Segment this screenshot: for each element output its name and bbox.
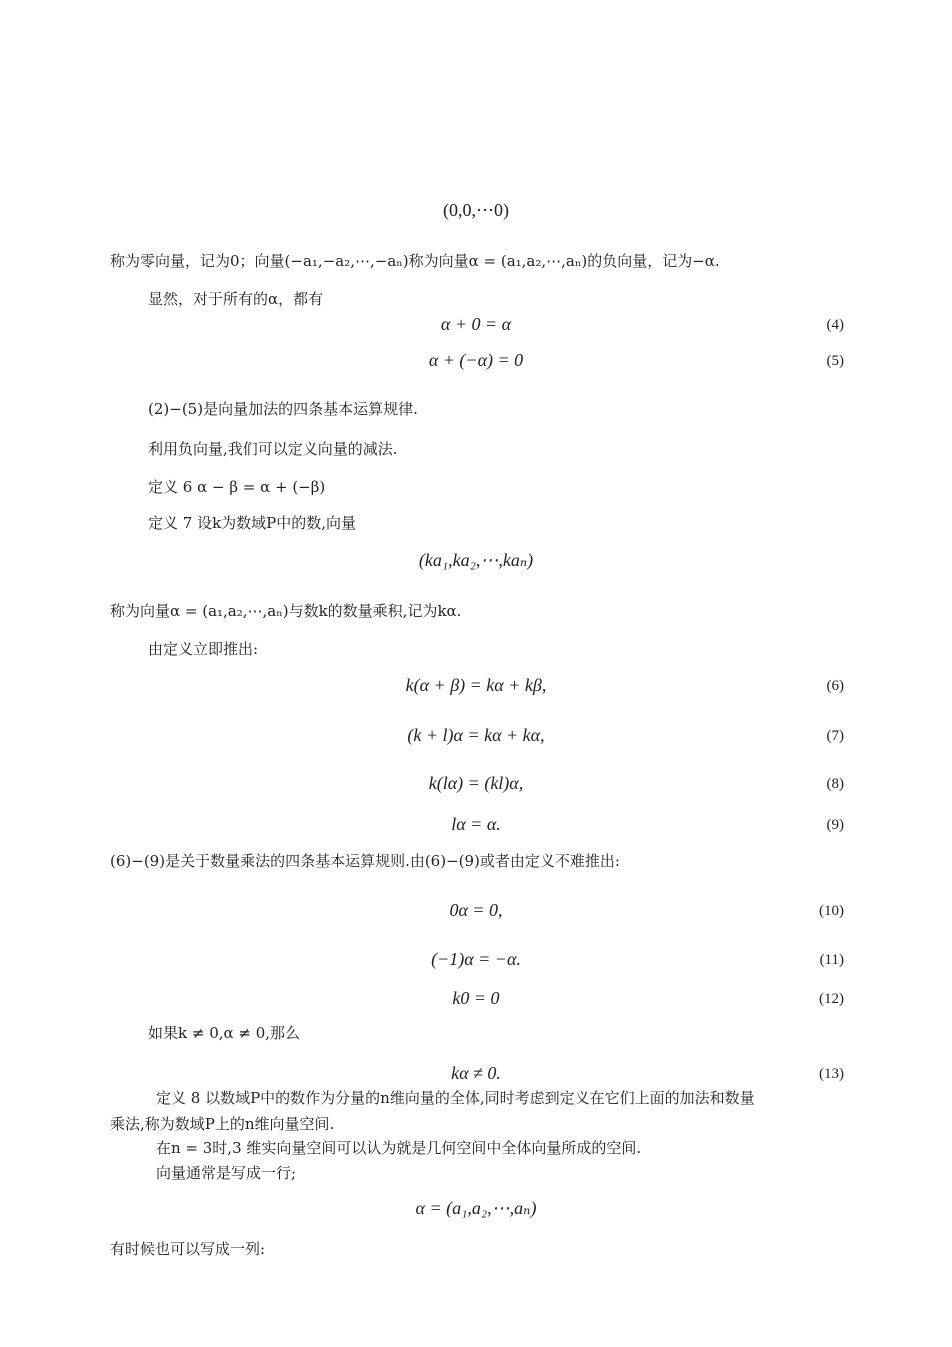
equation-7: (k + l)α = kα + kα,: [407, 725, 545, 745]
if-nonzero-text: 如果k ≠ 0,α ≠ 0,那么: [148, 1024, 301, 1042]
n3-text: 在n = 3时,3 维实向量空间可以认为就是几何空间中全体向量所成的空间.: [156, 1139, 642, 1157]
row-vector-text: 向量通常是写成一行;: [156, 1164, 297, 1182]
definition-8-line2: 乘法,称为数域P上的n维向量空间.: [110, 1115, 335, 1133]
equation-label-13: (13): [819, 1066, 844, 1082]
zero-vector-formula: (0,0,⋯0): [443, 200, 509, 220]
definition-7: 定义 7 设k为数域P中的数,向量: [148, 514, 357, 532]
zero-vector-definition: 称为零向量，记为0；向量(−a₁,−a₂,⋯,−aₙ)称为向量α = (a₁,a₂,⋯,aₙ)的负向量，记为−α.: [110, 252, 720, 270]
alpha-row-formula: α = (a₁,a₂,⋯,aₙ): [415, 1198, 537, 1218]
definition-8-line1: 定义 8 以数域P中的数作为分量的n维向量的全体,同时考虑到定义在它们上面的加法和数量: [156, 1089, 755, 1107]
equation-10: 0α = 0,: [449, 900, 503, 920]
equation-label-11: (11): [819, 952, 844, 968]
equation-13: kα ≠ 0.: [451, 1063, 501, 1083]
rules-6-9-text: (6)−(9)是关于数量乘法的四条基本运算规则.由(6)−(9)或者由定义不难推出:: [110, 852, 620, 870]
equation-label-5: (5): [826, 353, 844, 369]
equation-8: k(lα) = (kl)α,: [428, 773, 524, 793]
definition-6: 定义 6 α − β = α + (−β): [148, 478, 326, 496]
equation-6: k(α + β) = kα + kβ,: [405, 675, 547, 695]
equation-label-4: (4): [826, 317, 844, 333]
derive-text: 由定义立即推出:: [148, 640, 259, 658]
obviously-text: 显然，对于所有的α，都有: [148, 290, 324, 308]
equation-11: (−1)α = −α.: [431, 949, 521, 969]
column-text: 有时候也可以写成一列:: [110, 1240, 266, 1258]
equation-label-12: (12): [819, 991, 844, 1007]
equation-label-6: (6): [826, 678, 844, 694]
ka-vector-formula: (ka₁,ka₂,⋯,kaₙ): [418, 550, 534, 570]
equation-4: α + 0 = α: [440, 314, 512, 334]
equation-9: lα = α.: [451, 814, 501, 834]
scalar-product-definition: 称为向量α = (a₁,a₂,⋯,aₙ)与数k的数量乘积,记为kα.: [110, 602, 462, 620]
equation-label-9: (9): [826, 817, 844, 833]
negative-vector-text: 利用负向量,我们可以定义向量的减法.: [148, 440, 398, 458]
equation-label-7: (7): [826, 728, 844, 744]
rules-2-5-text: (2)−(5)是向量加法的四条基本运算规律.: [148, 400, 418, 418]
equation-label-10: (10): [819, 903, 844, 919]
equation-12: k0 = 0: [452, 988, 500, 1008]
equation-5: α + (−α) = 0: [428, 350, 524, 370]
equation-label-8: (8): [826, 776, 844, 792]
